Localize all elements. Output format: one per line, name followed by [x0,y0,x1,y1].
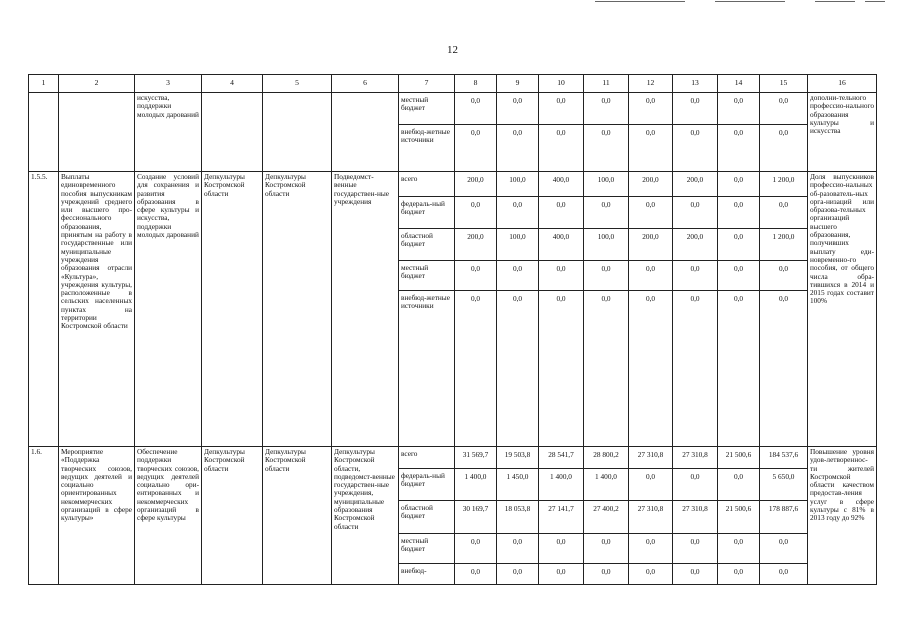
funding-value: 21 500,6 [718,501,760,534]
funding-value: 1 200,0 [760,172,808,197]
item-customer [263,93,332,172]
item-result: Повышение уровня удов-летвореннос-ти жителей Костромской области качеством предостав-ления услуг в сфере культуры с 81% в 2013 году до 92% [808,447,877,585]
funding-value: 0,0 [760,197,808,229]
funding-value: 0,0 [673,469,718,501]
funding-value: 0,0 [539,534,584,564]
funding-value: 0,0 [539,125,584,172]
item-name: Мероприятие «Поддержка творческих союзов, ведущих деятелей и социально ориентированных некоммерческих организаций в сфере культуры» [59,447,135,585]
funding-value: 200,0 [629,172,673,197]
funding-value: 1 400,0 [539,469,584,501]
funding-value: 27 400,2 [584,501,629,534]
funding-value: 28 800,2 [584,447,629,469]
funding-source: местный бюджет [399,93,455,125]
funding-value: 0,0 [673,93,718,125]
funding-value: 0,0 [673,261,718,291]
funding-value: 0,0 [718,564,760,585]
item-number [29,93,59,172]
item-goal: Создание условий для сохранения и развития образования в сфере культуры и искусства, поддержки молодых дарований [135,172,202,447]
funding-value: 0,0 [760,93,808,125]
funding-value: 0,0 [497,261,539,291]
funding-value: 100,0 [584,172,629,197]
funding-value: 0,0 [760,125,808,172]
funding-value: 0,0 [718,261,760,291]
item-result: дополни-тельного профессио-нального образования культуры и искусства [808,93,877,172]
funding-value: 0,0 [629,93,673,125]
funding-value: 0,0 [673,291,718,447]
item-result: Доля выпускников профессио-нальных об-разователь-ных орга-низаций или образова-тельных организаций высшего образования, получивших выплату еди-новременно-го пособия, от общего числа обра-тившихся в 2014 и 2015 годах составит 100% [808,172,877,447]
funding-value: 27 310,8 [629,447,673,469]
funding-value: 0,0 [718,469,760,501]
funding-value: 0,0 [629,469,673,501]
funding-value: 27 310,8 [673,447,718,469]
funding-value: 100,0 [497,172,539,197]
program-table [28,74,877,585]
funding-value: 0,0 [539,197,584,229]
funding-value: 19 503,8 [497,447,539,469]
header-col-6: 6 [332,75,399,93]
item-responsible: Депкультуры Костромской области [202,447,263,585]
funding-value: 0,0 [584,261,629,291]
header-col-16: 16 [808,75,877,93]
funding-value: 0,0 [455,261,497,291]
header-col-5: 5 [263,75,332,93]
funding-source: внебюд-жетные источники [399,291,455,447]
funding-value: 178 887,6 [760,501,808,534]
funding-value: 27 141,7 [539,501,584,534]
r16-row [29,447,877,469]
header-row [29,75,877,93]
funding-value: 1 400,0 [455,469,497,501]
funding-source: федераль-ный бюджет [399,197,455,229]
funding-value: 200,0 [673,172,718,197]
funding-value: 0,0 [584,291,629,447]
funding-value: 0,0 [760,261,808,291]
funding-value: 0,0 [497,197,539,229]
funding-source: федераль-ный бюджет [399,469,455,501]
item-executor [332,93,399,172]
funding-value: 200,0 [629,229,673,261]
funding-value: 21 500,6 [718,447,760,469]
funding-value: 0,0 [760,564,808,585]
funding-value: 0,0 [539,291,584,447]
item-number: 1.6. [29,447,59,585]
header-col-11: 11 [584,75,629,93]
funding-value: 0,0 [497,291,539,447]
funding-value: 0,0 [455,291,497,447]
header-col-15: 15 [760,75,808,93]
funding-value: 0,0 [455,93,497,125]
header-col-9: 9 [497,75,539,93]
header-col-3: 3 [135,75,202,93]
item-number: 1.5.5. [29,172,59,447]
header-col-13: 13 [673,75,718,93]
item-responsible: Депкультуры Костромской области [202,172,263,447]
funding-value: 0,0 [497,93,539,125]
funding-source: всего [399,172,455,197]
funding-source: областной бюджет [399,501,455,534]
funding-value: 27 310,8 [629,501,673,534]
item-executor: Подведомст-венные государствен-ные учреждения [332,172,399,447]
funding-value: 18 053,8 [497,501,539,534]
funding-value: 400,0 [539,229,584,261]
funding-value: 0,0 [455,564,497,585]
funding-value: 400,0 [539,172,584,197]
funding-value: 0,0 [584,534,629,564]
funding-value: 0,0 [718,534,760,564]
funding-source: местный бюджет [399,261,455,291]
funding-value: 1 200,0 [760,229,808,261]
cont-row [29,93,877,125]
scan-top-marks [595,0,895,4]
funding-value: 0,0 [455,125,497,172]
funding-value: 0,0 [760,291,808,447]
funding-value: 0,0 [718,172,760,197]
funding-value: 200,0 [673,229,718,261]
funding-value: 27 310,8 [673,501,718,534]
item-customer: Депкультуры Костромской области [263,447,332,585]
funding-value: 0,0 [718,125,760,172]
header-col-12: 12 [629,75,673,93]
header-col-4: 4 [202,75,263,93]
item-executor: Депкультуры Костромской области, подведомст-венные государствен-ные учреждения, муниципальные образования Костромской области [332,447,399,585]
funding-value: 0,0 [539,93,584,125]
item-name [59,93,135,172]
funding-value: 0,0 [673,534,718,564]
funding-value: 0,0 [455,534,497,564]
item-name: Выплаты единовременного пособия выпускникам учреждений среднего или высшего про-фессионального образования, принятым на работу в государственные или муниципальные учреждения образования отрасли «Культура», учреждения культуры, расположенные в сельских населенных пунктах на территории Костромской области [59,172,135,447]
funding-value: 0,0 [539,261,584,291]
funding-value: 31 569,7 [455,447,497,469]
funding-value: 0,0 [673,125,718,172]
funding-source: областной бюджет [399,229,455,261]
item-goal: искусства, поддержки молодых дарований [135,93,202,172]
item-goal: Обеспечение поддержки творческих союзов, ведущих деятелей социально ори-ентированных и некоммерческих организаций в сфере культуры [135,447,202,585]
funding-value: 0,0 [584,564,629,585]
funding-value: 0,0 [497,534,539,564]
funding-value: 0,0 [629,291,673,447]
funding-value: 0,0 [584,93,629,125]
funding-value: 0,0 [673,197,718,229]
header-col-7: 7 [399,75,455,93]
funding-source: местный бюджет [399,534,455,564]
funding-value: 100,0 [584,229,629,261]
item-customer: Депкультуры Костромской области [263,172,332,447]
funding-value: 184 537,6 [760,447,808,469]
funding-source: внебюд-жетные источники [399,125,455,172]
funding-value: 0,0 [629,534,673,564]
funding-source: внебюд- [399,564,455,585]
item-responsible [202,93,263,172]
funding-value: 1 450,0 [497,469,539,501]
funding-value: 0,0 [497,125,539,172]
funding-value: 0,0 [718,93,760,125]
funding-value: 0,0 [455,197,497,229]
funding-value: 0,0 [584,197,629,229]
header-col-8: 8 [455,75,497,93]
funding-source: всего [399,447,455,469]
header-col-10: 10 [539,75,584,93]
funding-value: 5 650,0 [760,469,808,501]
r155-row [29,172,877,197]
funding-value: 200,0 [455,172,497,197]
funding-value: 0,0 [629,261,673,291]
funding-value: 200,0 [455,229,497,261]
funding-value: 0,0 [629,564,673,585]
funding-value: 0,0 [673,564,718,585]
funding-value: 0,0 [718,229,760,261]
funding-value: 30 169,7 [455,501,497,534]
page-number: 12 [447,44,458,56]
funding-value: 0,0 [539,564,584,585]
funding-value: 0,0 [584,125,629,172]
funding-value: 0,0 [718,291,760,447]
funding-value: 0,0 [760,534,808,564]
header-col-1: 1 [29,75,59,93]
funding-value: 0,0 [718,197,760,229]
funding-value: 0,0 [629,125,673,172]
header-col-14: 14 [718,75,760,93]
funding-value: 28 541,7 [539,447,584,469]
funding-value: 0,0 [497,564,539,585]
funding-value: 100,0 [497,229,539,261]
funding-value: 0,0 [629,197,673,229]
header-col-2: 2 [59,75,135,93]
funding-value: 1 400,0 [584,469,629,501]
